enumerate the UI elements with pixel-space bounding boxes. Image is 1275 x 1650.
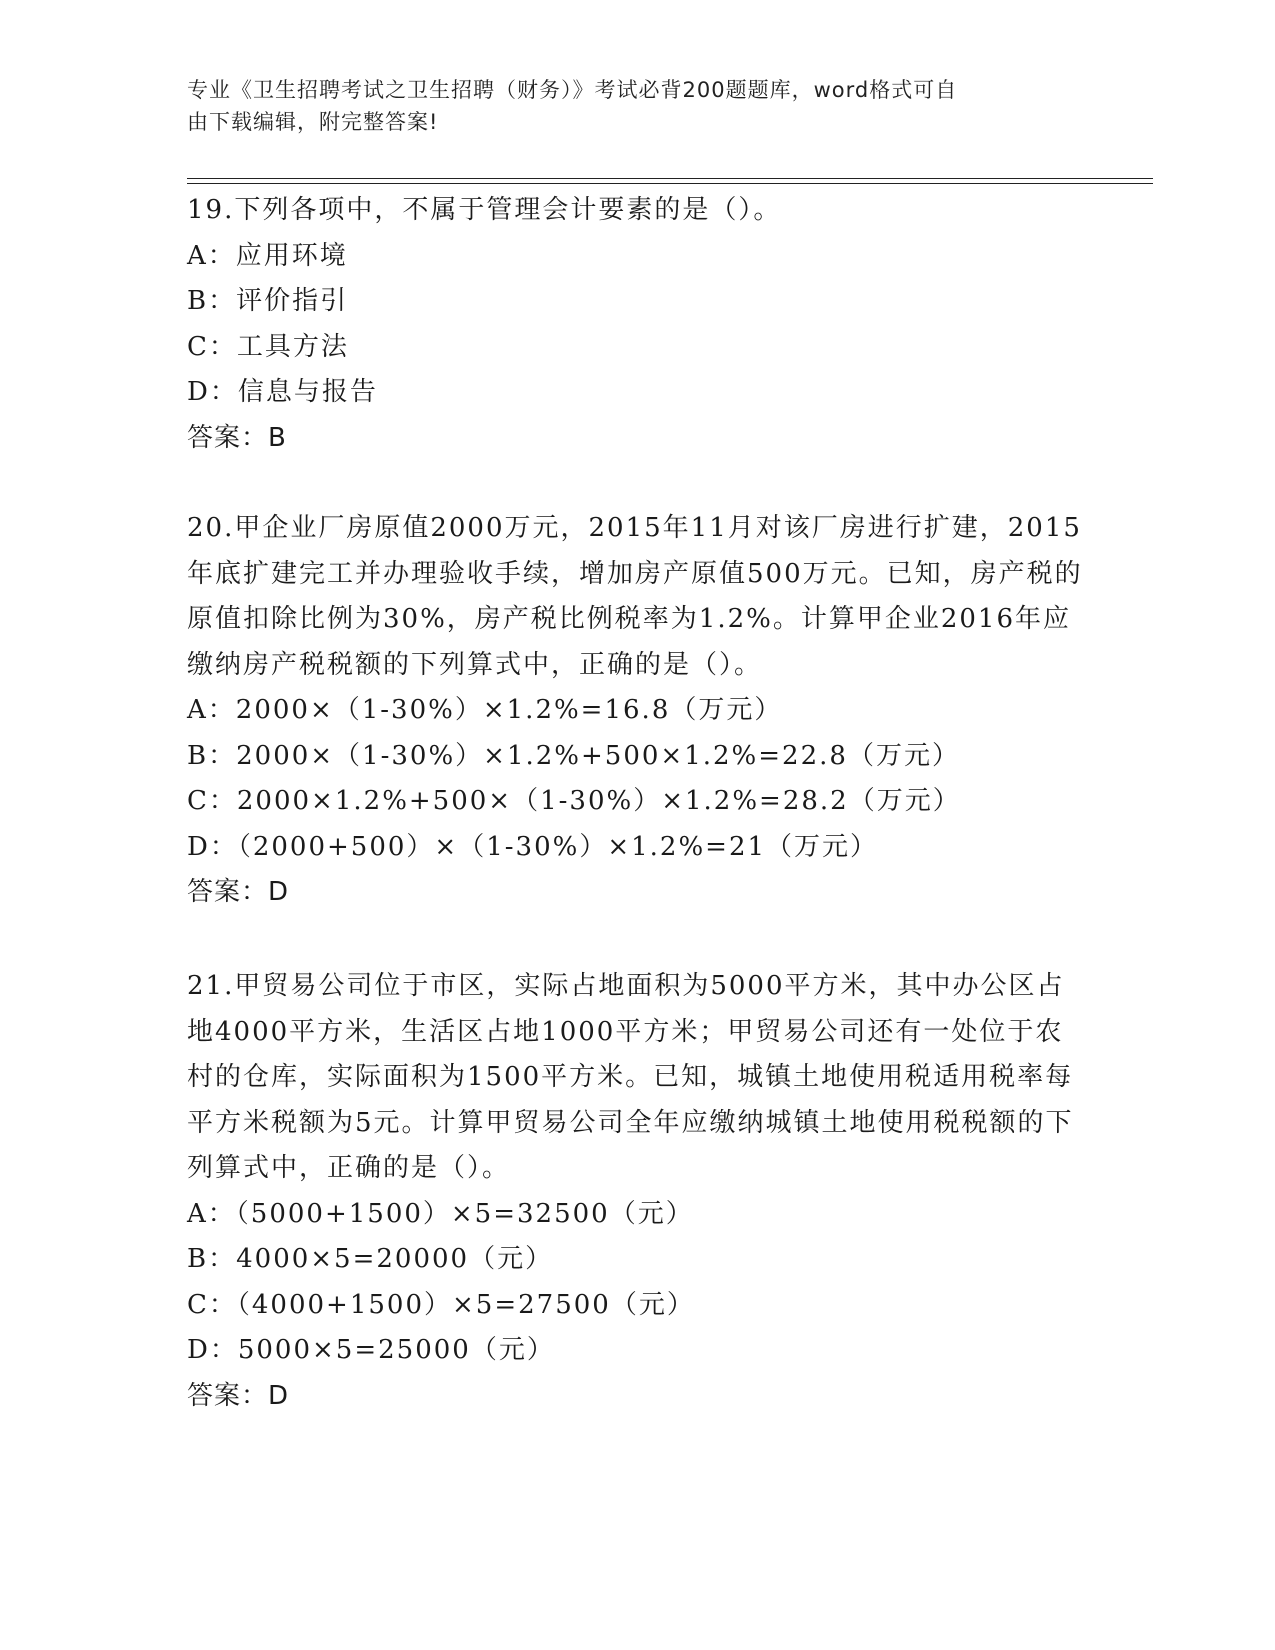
option-c: C：工具方法: [187, 331, 349, 362]
option-a: A：（5000+1500）×5=32500（元）: [187, 1198, 694, 1229]
option-d: D：5000×5=25000（元）: [187, 1335, 555, 1365]
question-19: [187, 188, 1087, 461]
option-d: D：（2000+500）×（1-30%）×1.2%=21（万元）: [187, 831, 879, 862]
header-divider-top: [187, 178, 1153, 179]
option-d: D：信息与报告: [187, 377, 378, 407]
question-21: [187, 964, 1087, 1419]
question-stem: 20.甲企业厂房原值2000万元，2015年11月对该厂房进行扩建，2015年底扩建完工并办理验收手续，增加房产原值500万元。已知，房产税的原值扣除比例为30%，房产税比例税率为1.2%。计算甲企业2016年应缴纳房产税税额的下列算式中，正确的是（）。: [187, 513, 1083, 680]
header-line-2: 由下载编辑，附完整答案!: [187, 110, 439, 134]
option-b: B：4000×5=20000（元）: [187, 1244, 554, 1274]
option-c: C：2000×1.2%+500×（1-30%）×1.2%=28.2（万元）: [187, 786, 961, 816]
option-a: A：应用环境: [187, 240, 348, 271]
question-20: [187, 506, 1087, 916]
answer-line: 答案：B: [187, 422, 287, 453]
question-stem: 21.甲贸易公司位于市区，实际占地面积为5000平方米，其中办公区占地4000平方米，生活区占地1000平方米；甲贸易公司还有一处位于农村的仓库，实际面积为1500平方米。已知，城镇土地使用税适用税率每平方米税额为5元。计算甲贸易公司全年应缴纳城镇土地使用税税额的下列算式中，正确的是（）。: [187, 971, 1074, 1183]
header-line-1: 专业《卫生招聘考试之卫生招聘（财务）》考试必背200题题库，word格式可自: [187, 78, 958, 102]
document-header: [187, 74, 1067, 138]
answer-line: 答案：D: [187, 877, 290, 907]
header-divider-bottom: [187, 183, 1153, 184]
option-b: B：2000×（1-30%）×1.2%+500×1.2%=22.8（万元）: [187, 740, 960, 771]
option-c: C：（4000+1500）×5=27500（元）: [187, 1289, 695, 1320]
option-a: A：2000×（1-30%）×1.2%=16.8（万元）: [187, 695, 783, 725]
option-b: B：评价指引: [187, 286, 349, 316]
question-stem: 19.下列各项中，不属于管理会计要素的是（）。: [187, 195, 782, 225]
answer-line: 答案：D: [187, 1380, 290, 1411]
